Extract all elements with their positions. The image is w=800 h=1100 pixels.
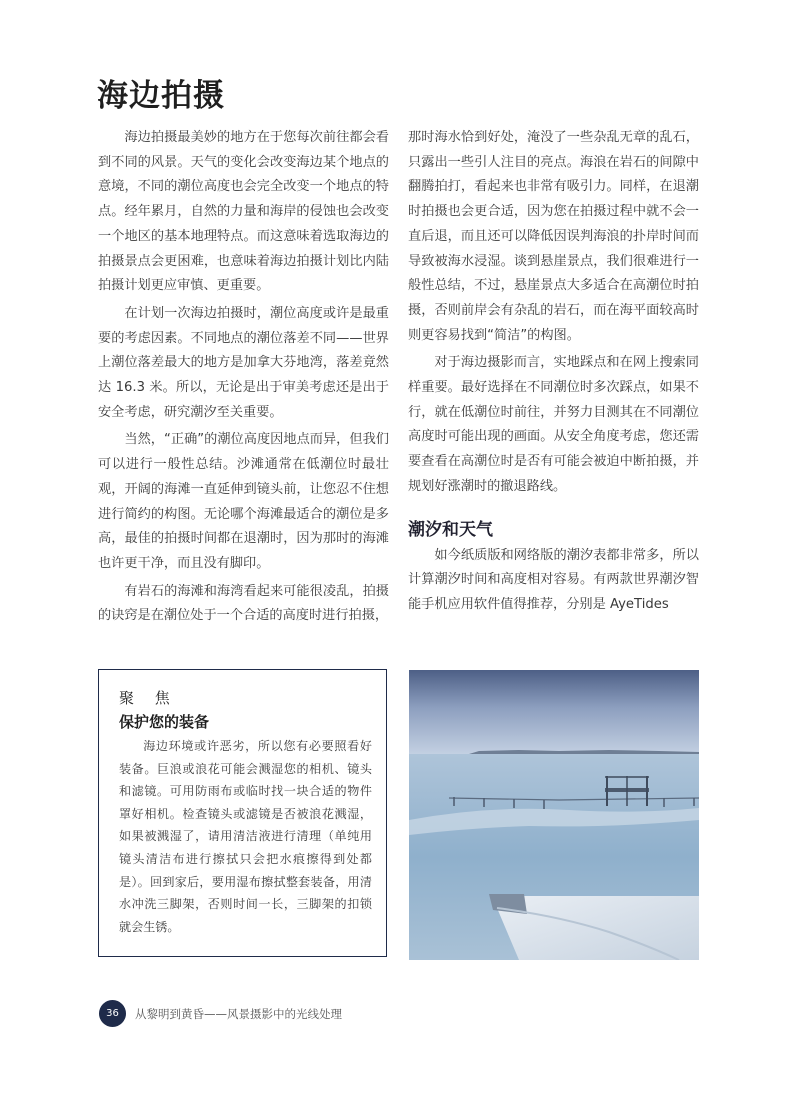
section-subheading: 潮汐和天气: [408, 519, 493, 540]
seascape-photo: [409, 670, 699, 960]
body-paragraph: 当然，“正确”的潮位高度因地点而异，但我们可以进行一般性总结。沙滩通常在低潮位时最壮观，开阔的海滩一直延伸到镜头前，让您忍不住想进行简约的构图。无论哪个海滩最适合的潮位是多高，最佳的拍摄时间都在退潮时，因为那时的海滩也许更干净，而且没有脚印。: [98, 432, 389, 571]
running-head: 从黎明到黄昏——风景摄影中的光线处理: [135, 1007, 342, 1021]
left-column: [98, 126, 389, 629]
body-paragraph: 海边拍摄最美妙的地方在于您每次前往都会看到不同的风景。天气的变化会改变海边某个地点的意境，不同的潮位高度也会完全改变一个地点的特点。经年累月，自然的力量和海岸的侵蚀也会改变一个地区的基本地理特点。而这意味着选取海边的拍摄景点会更困难，也意味着海边拍摄计划比内陆拍摄计划更应审慎、更重要。: [98, 130, 389, 294]
body-paragraph-continued: 那时海水恰到好处，淹没了一些杂乱无章的乱石，只露出一些引人注目的亮点。海浪在岩石的间隙中翻腾拍打，看起来也非常有吸引力。同样，在退潮时拍摄也会更合适，因为您在拍摄过程中就不会一直后退，而且还可以降低因误判海浪的扑岸时间而导致被海水浸湿。谈到悬崖景点，我们很难进行一般性总结，不过，悬崖景点大多适合在高潮位时拍摄，否则前岸会有杂乱的岩石，而在海平面较高时则更容易找到“简洁”的构图。: [408, 130, 699, 343]
focus-label: 聚 焦: [119, 689, 178, 707]
focus-sidebar-box: [98, 669, 387, 957]
page-number: 36: [99, 1000, 126, 1027]
focus-body: 海边环境或许恶劣，所以您有必要照看好装备。巨浪或浪花可能会溅湿您的相机、镜头和滤镜。可用防雨布或临时找一块合适的物件罩好相机。检查镜头或滤镜是否被浪花溅湿，如果被溅湿了，请用清洁液进行清理（单纯用镜头清洁布进行擦拭只会把水痕擦得到处都是）。回到家后，要用湿布擦拭整套装备，用清水冲洗三脚架，否则时间一长，三脚架的扣锁就会生锈。: [119, 739, 372, 934]
focus-title: 保护您的装备: [119, 713, 210, 731]
body-paragraph: 如今纸质版和网络版的潮汐表都非常多，所以计算潮汐时间和高度相对容易。有两款世界潮汐智能手机应用软件值得推荐，分别是 AyeTides: [408, 547, 699, 612]
body-paragraph: 对于海边摄影而言，实地踩点和在网上搜索同样重要。最好选择在不同潮位时多次踩点，如果不行，就在低潮位时前往，并努力目测其在不同潮位高度时可能出现的画面。从安全角度考虑，您还需要查看在高潮位时是否有可能会被迫中断拍摄，并规划好涨潮时的撤退路线。: [408, 355, 699, 494]
right-column: [408, 126, 699, 618]
body-paragraph: 在计划一次海边拍摄时，潮位高度或许是最重要的考虑因素。不同地点的潮位落差不同——世界上潮位落差最大的地方是加拿大芬地湾，落差竟然达 16.3 米。所以，无论是出于审美考虑还是出于安全考虑，研究潮汐至关重要。: [98, 305, 389, 420]
page-title: 海边拍摄: [97, 78, 225, 114]
body-paragraph: 有岩石的海滩和海湾看起来可能很凌乱，拍摄的诀窍是在潮位处于一个合适的高度时进行拍摄，: [98, 583, 389, 624]
